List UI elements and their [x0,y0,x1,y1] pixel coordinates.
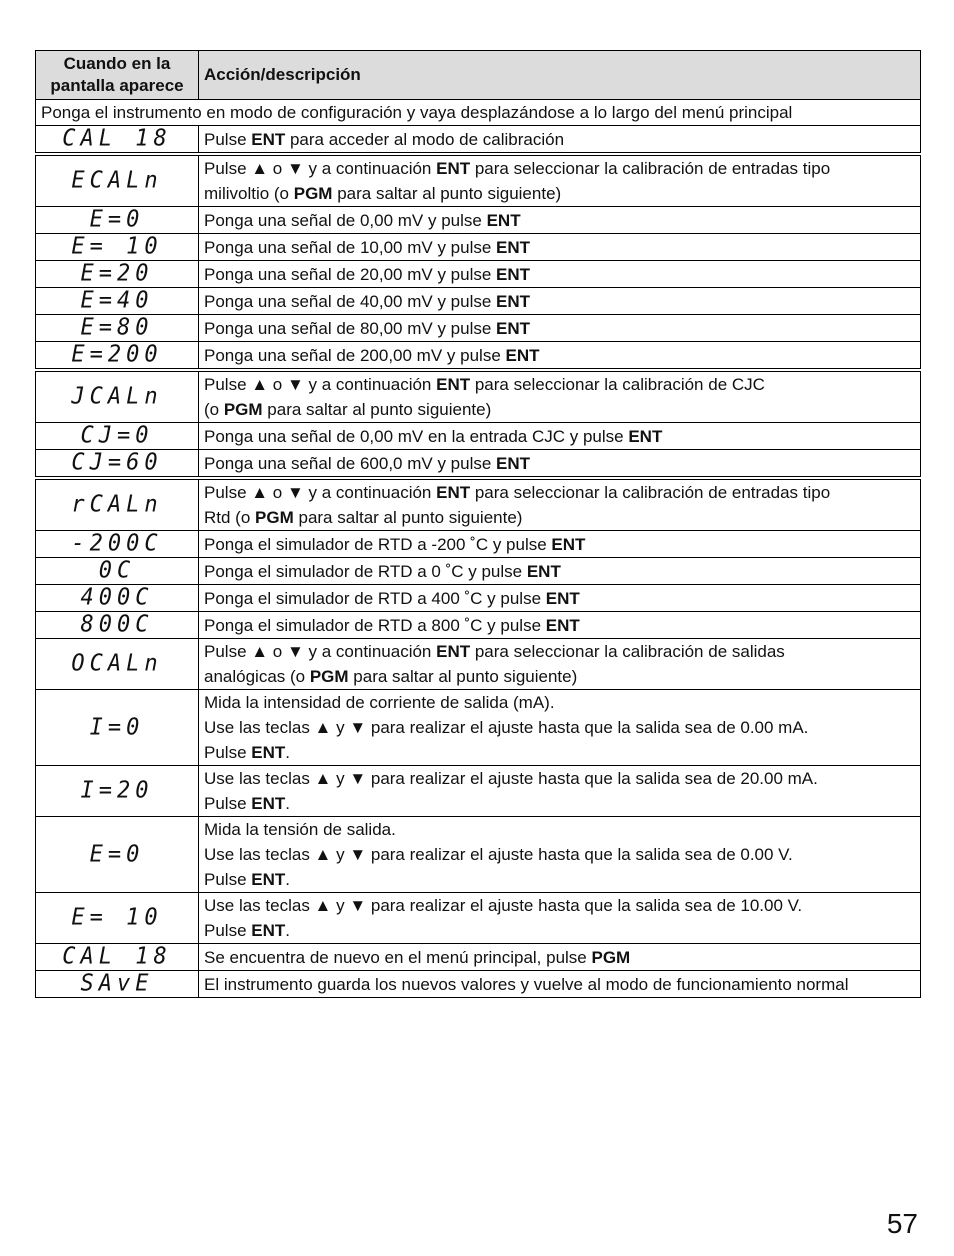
key-name: ENT [436,375,471,394]
action-description-cell [199,585,921,612]
key-name: ENT [251,743,286,762]
description-line [204,613,915,638]
key-name: PGM [255,508,294,527]
description-text: Ponga el simulador de RTD a 800 ˚C y pulse [204,615,546,635]
table-row [36,558,921,585]
table-row [36,944,921,971]
key-name: ENT [496,453,531,473]
description-line [204,918,915,943]
table-row [36,207,921,234]
description-text: Ponga una señal de 600,0 mV y pulse [204,453,497,473]
key-name: ENT [505,345,540,365]
description-line [204,945,915,970]
table-row [36,531,921,558]
display-code: E= 10 [71,233,163,260]
description-line [204,893,915,918]
display-code: E=200 [71,341,163,368]
description-text: Ponga el simulador de RTD a 0 ˚C y pulse [204,561,527,581]
description-text: Pulse [204,743,252,762]
description-text: para seleccionar la calibración de entradas tipo [470,483,831,502]
description-text: Ponga una señal de 80,00 mV y pulse [204,318,497,338]
table-row [36,585,921,612]
key-name: PGM [293,184,333,203]
description-text: Ponga el simulador de RTD a -200 ˚C y pulse [204,534,552,554]
table-row [36,315,921,342]
key-name: ENT [436,159,471,178]
display-code: SAvE [80,970,154,997]
table-row [36,450,921,479]
display-code-cell [36,261,199,288]
description-line [204,235,915,260]
description-text: para saltar al punto siguiente) [262,400,492,419]
display-code: E=20 [80,260,154,287]
description-line [204,397,915,422]
action-description-cell [199,478,921,531]
action-description-cell [199,612,921,639]
display-code-cell [36,585,199,612]
display-code-cell [36,423,199,450]
key-name: ENT [436,642,471,661]
description-text: milivoltio (o [204,184,294,203]
description-text: para seleccionar la calibración de salidas [470,642,785,661]
description-text: Pulse [204,870,252,889]
display-code: 400C [80,584,154,611]
key-name: ENT [496,318,531,338]
table-row [36,971,921,998]
description-text: Pulse ▲ o ▼ y a continuación [204,159,437,178]
display-code-cell [36,342,199,371]
display-code: I=0 [89,713,145,741]
description-text: Mida la tensión de salida. [204,820,396,839]
description-line [204,424,915,449]
description-text: Pulse [204,129,252,149]
display-code: -200C [71,530,163,557]
action-description-cell [199,690,921,766]
action-description-cell [199,893,921,944]
page-number: 57 [886,1208,918,1239]
description-line [204,715,915,740]
description-text: Ponga una señal de 0,00 mV y pulse [204,210,487,230]
display-code: ECALn [71,167,163,194]
key-name: ENT [436,483,471,502]
table-row [36,342,921,371]
display-code: CAL 18 [62,125,172,152]
description-line [204,343,915,368]
display-code: OCALn [71,650,163,677]
action-description-cell [199,450,921,479]
action-description-cell [199,261,921,288]
display-code: E=0 [89,206,145,233]
action-description-cell [199,315,921,342]
key-name: ENT [496,237,531,257]
table-row [36,126,921,155]
description-text: Pulse ▲ o ▼ y a continuación [204,375,437,394]
description-line [204,451,915,476]
description-text: Pulse ▲ o ▼ y a continuación [204,642,437,661]
table-row [36,261,921,288]
action-description-cell [199,207,921,234]
key-name: PGM [591,947,631,967]
action-description-cell [199,126,921,155]
display-code-cell [36,944,199,971]
description-line [204,740,915,765]
display-code: 800C [80,611,154,638]
intro-text: Ponga el instrumento en modo de configuración y vaya desplazándose a lo largo del menú principal [36,100,921,126]
description-line [204,766,915,791]
description-line [204,262,915,287]
action-description-cell [199,370,921,423]
description-line [204,505,915,530]
description-line [204,372,915,397]
action-description-cell [199,154,921,207]
display-code: CAL 18 [62,943,172,970]
description-line [204,867,915,892]
display-code-cell [36,639,199,690]
description-text: Use las teclas ▲ y ▼ para realizar el ajuste hasta que la salida sea de 0.00 V. [204,845,793,864]
description-text: Pulse [204,794,252,813]
description-text: Rtd (o [204,508,256,527]
display-code-cell [36,126,199,155]
description-text: para saltar al punto siguiente) [332,184,562,203]
description-text: . [285,743,290,762]
description-line [204,316,915,341]
display-code-cell [36,154,199,207]
description-line [204,586,915,611]
description-text: Use las teclas ▲ y ▼ para realizar el ajuste hasta que la salida sea de 0.00 mA. [204,718,809,737]
description-line [204,480,915,505]
description-line [204,181,915,206]
description-text: Ponga una señal de 200,00 mV y pulse [204,345,506,365]
display-code-cell [36,478,199,531]
description-text: para seleccionar la calibración de entradas tipo [470,159,831,178]
key-name: ENT [526,561,561,581]
display-code: E=0 [89,840,145,868]
description-line [204,208,915,233]
description-text: . [285,921,290,940]
calibration-table [35,50,921,998]
display-code-cell [36,971,199,998]
key-name: ENT [486,210,521,230]
description-line [204,817,915,842]
display-code-cell [36,612,199,639]
key-name: ENT [545,615,580,635]
table-body [36,100,921,998]
description-text: para seleccionar la calibración de CJC [470,375,765,394]
action-description-cell [199,817,921,893]
description-line [204,972,915,997]
display-code: CJ=60 [71,449,163,476]
description-text: Pulse ▲ o ▼ y a continuación [204,483,437,502]
table-row [36,288,921,315]
table-header-row [36,51,921,100]
header-action-column: Acción/descripción [199,51,921,100]
display-code-cell [36,450,199,479]
display-code: I=20 [80,777,154,804]
key-name: PGM [223,400,263,419]
description-text: Se encuentra de nuevo en el menú principal, pulse [204,947,592,967]
display-code-cell [36,893,199,944]
description-text: analógicas (o [204,667,310,686]
description-text: para acceder al modo de calibración [285,129,565,149]
action-description-cell [199,288,921,315]
description-text: Mida la intensidad de corriente de salida (mA). [204,693,555,712]
display-code-cell [36,558,199,585]
action-description-cell [199,944,921,971]
description-text: Use las teclas ▲ y ▼ para realizar el ajuste hasta que la salida sea de 10.00 V. [204,896,803,915]
table-row [36,817,921,893]
table-row [36,893,921,944]
display-code-cell [36,531,199,558]
table-row [36,234,921,261]
table-row [36,612,921,639]
description-line [204,690,915,715]
description-text: Pulse [204,921,252,940]
display-code: rCALn [71,491,163,518]
table-row [36,690,921,766]
display-code: 0C [98,557,136,584]
description-line [204,289,915,314]
key-name: ENT [251,794,286,813]
table-row [36,423,921,450]
display-code-cell [36,690,199,766]
key-name: ENT [251,870,286,889]
key-name: ENT [251,129,286,149]
description-text: Ponga una señal de 0,00 mV en la entrada CJC y pulse [204,426,629,446]
description-text: . [285,794,290,813]
display-code-cell [36,766,199,817]
action-description-cell [199,766,921,817]
action-description-cell [199,234,921,261]
intro-row [36,100,921,126]
display-code: E= 10 [71,904,163,931]
key-name: ENT [551,534,586,554]
description-line [204,791,915,816]
table-row [36,639,921,690]
table-row [36,154,921,207]
key-name: PGM [309,667,349,686]
description-text: Ponga una señal de 10,00 mV y pulse [204,237,497,257]
description-line [204,156,915,181]
description-text: para saltar al punto siguiente) [293,508,523,527]
description-text: Use las teclas ▲ y ▼ para realizar el ajuste hasta que la salida sea de 20.00 mA. [204,769,818,788]
display-code-cell [36,234,199,261]
key-name: ENT [545,588,580,608]
display-code-cell [36,817,199,893]
description-text: Ponga una señal de 20,00 mV y pulse [204,264,497,284]
display-code: JCALn [71,383,163,410]
action-description-cell [199,971,921,998]
table-row [36,766,921,817]
description-line [204,559,915,584]
action-description-cell [199,639,921,690]
description-text: (o [204,400,224,419]
key-name: ENT [628,426,663,446]
display-code-cell [36,288,199,315]
description-text: Ponga una señal de 40,00 mV y pulse [204,291,497,311]
description-line [204,842,915,867]
action-description-cell [199,423,921,450]
action-description-cell [199,558,921,585]
description-text: para saltar al punto siguiente) [348,667,578,686]
table-row [36,370,921,423]
key-name: ENT [496,264,531,284]
action-description-cell [199,342,921,371]
description-text: El instrumento guarda los nuevos valores y vuelve al modo de funcionamiento normal [204,974,849,994]
key-name: ENT [496,291,531,311]
description-text: . [285,870,290,889]
display-code: E=80 [80,314,154,341]
display-code-cell [36,207,199,234]
description-line [204,532,915,557]
action-description-cell [199,531,921,558]
description-line [204,127,915,152]
display-code-cell [36,315,199,342]
display-code: E=40 [80,287,154,314]
description-line [204,664,915,689]
table-row [36,478,921,531]
display-code: CJ=0 [80,422,154,449]
description-line [204,639,915,664]
header-display-column: Cuando en la pantalla aparece [36,51,199,100]
key-name: ENT [251,921,286,940]
display-code-cell [36,370,199,423]
description-text: Ponga el simulador de RTD a 400 ˚C y pulse [204,588,546,608]
